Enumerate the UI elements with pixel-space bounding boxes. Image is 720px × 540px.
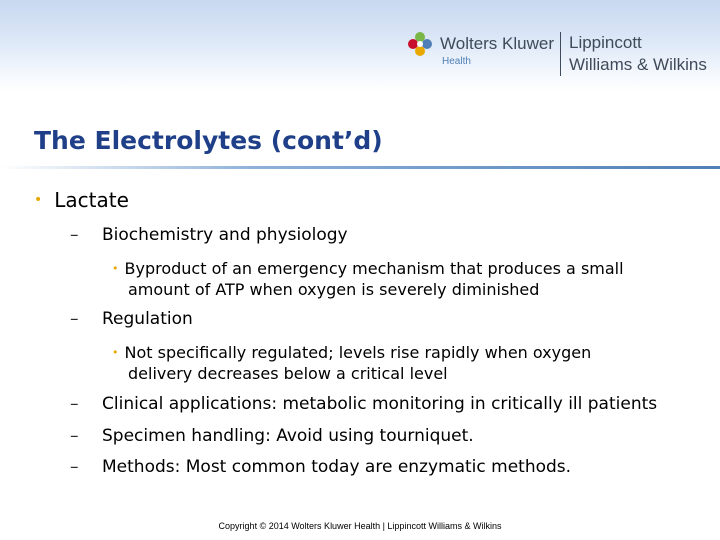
main-bullet [34,188,129,212]
list-item-label: Methods: Most common today are enzymatic methods. [102,457,572,477]
slide-title: The Electrolytes (cont’d) [34,126,383,155]
copyright-footer: Copyright © 2014 Wolters Kluwer Health | Lippincott Williams & Wilkins [218,521,502,531]
logo-health-text: Health [442,56,471,67]
dash-marker: – [70,225,79,245]
main-bullet-label: Lactate [54,188,129,212]
publisher-logo [406,28,718,78]
bullet-icon: • [34,192,43,208]
sub-item-line2: delivery decreases below a critical level [128,364,448,383]
list-item-label: Regulation [102,309,193,329]
list-item [70,457,571,477]
sub-item-line1: Byproduct of an emergency mechanism that produces a small [124,259,624,278]
title-rule [0,166,720,169]
list-item [70,309,193,329]
dash-marker: – [70,426,79,446]
sub-list-item [112,342,712,384]
dash-marker: – [70,309,79,329]
bullet-icon: • [112,262,119,275]
list-item-label: Specimen handling: Avoid using tourniquet. [102,426,474,446]
wolters-kluwer-logo-icon [406,30,434,58]
logo-wolters-kluwer-text: Wolters Kluwer [440,34,554,53]
dash-marker: – [70,394,79,414]
list-item-label: Clinical applications: metabolic monitoring in critically ill patients [102,394,658,414]
logo-lippincott-line2: Williams & Wilkins [569,55,707,74]
list-item [70,394,657,414]
list-item [70,225,348,245]
sub-item-line2: amount of ATP when oxygen is severely diminished [128,280,540,299]
logo-divider [560,32,561,76]
bullet-icon: • [112,346,119,359]
logo-lippincott-text [569,32,707,76]
dash-marker: – [70,457,79,477]
list-item [70,426,474,446]
list-item-label: Biochemistry and physiology [102,225,348,245]
sub-item-line1: Not specifically regulated; levels rise rapidly when oxygen [124,343,592,362]
sub-list-item [112,258,712,300]
logo-lippincott-line1: Lippincott [569,33,642,52]
